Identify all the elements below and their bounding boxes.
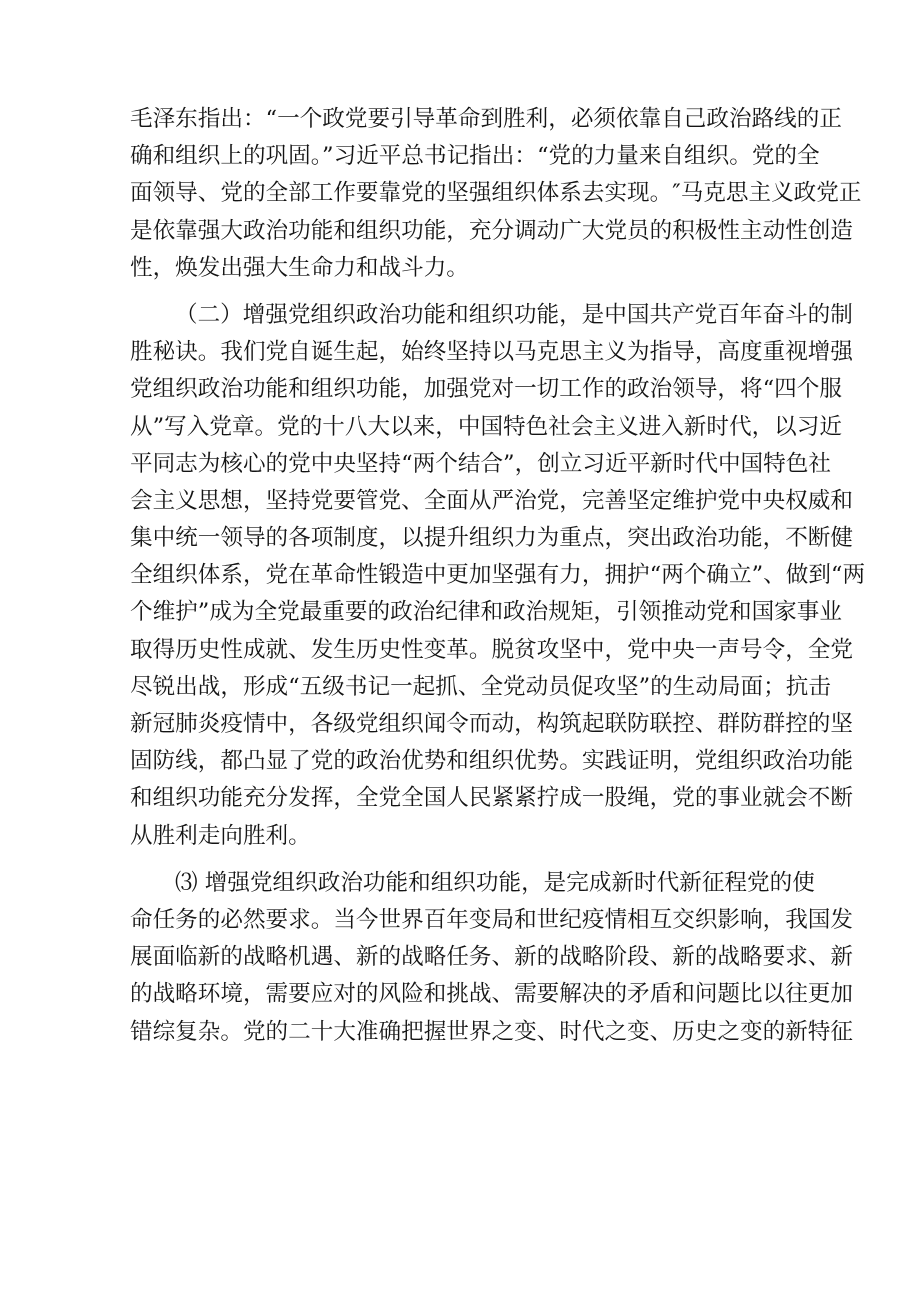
paragraph-gap bbox=[130, 855, 790, 865]
text-line: 全组织体系，党在革命性锻造中更加坚强有力，拥护“两个确立”、做到“两 bbox=[130, 562, 866, 589]
text-line: 平同志为核心的党中央坚持“两个结合”，创立习近平新时代中国特色社 bbox=[130, 450, 831, 477]
paragraph-section-three bbox=[130, 865, 853, 1051]
text-line: 从胜利走向胜利。 bbox=[130, 822, 311, 849]
paragraph-gap bbox=[130, 287, 790, 297]
text-line: 确和组织上的巩固。”习近平总书记指出：“党的力量来自组织。党的全 bbox=[130, 143, 820, 170]
text-line: 集中统一领导的各项制度，以提升组织力为重点，突出政治功能，不断健 bbox=[130, 525, 853, 552]
text-line: 新冠肺炎疫情中，各级党组织闻令而动，构筑起联防联控、群防群控的坚 bbox=[130, 711, 853, 737]
text-line: 面领导、党的全部工作要靠党的坚强组织体系去实现。″马克思主义政党正 bbox=[130, 180, 862, 207]
paragraph-mao-quote bbox=[130, 101, 862, 287]
text-line: 毛泽东指出：“一个政党要引导革命到胜利，必须依靠自己政治路线的正 bbox=[130, 106, 842, 132]
text-line: 性，焕发出强大生命力和战斗力。 bbox=[130, 254, 469, 281]
text-line: 展面临新的战略机遇、新的战略任务、新的战略阶段、新的战略要求、新 bbox=[130, 944, 853, 971]
text-line: （二）增强党组织政治功能和组织功能，是中国共产党百年奋斗的制 bbox=[175, 301, 853, 328]
text-line: ⑶ 增强党组织政治功能和组织功能，是完成新时代新征程党的使 bbox=[175, 869, 815, 896]
text-line: 命任务的必然要求。当今世界百年变局和世纪疫情相互交织影响，我国发 bbox=[130, 906, 853, 933]
text-line: 错综复杂。党的二十大准确把握世界之变、时代之变、历史之变的新特征 bbox=[130, 1018, 853, 1045]
document-body bbox=[130, 101, 866, 1051]
paragraph-section-two bbox=[130, 297, 866, 855]
text-line: 个维护”成为全党最重要的政治纪律和政治规矩，引领推动党和国家事业 bbox=[130, 599, 842, 626]
text-line: 党组织政治功能和组织功能，加强党对一切工作的政治领导，将“四个服 bbox=[130, 376, 842, 403]
text-line: 是依靠强大政治功能和组织功能，充分调动广大党员的积极性主动性创造 bbox=[130, 217, 853, 244]
text-line: 固防线，都凸显了党的政治优势和组织优势。实践证明，党组织政治功能 bbox=[130, 748, 853, 775]
text-line: 会主义思想，坚持党要管党、全面从严治党，完善坚定维护党中央权威和 bbox=[130, 487, 853, 514]
text-line: 从”写入党章。党的十八大以来，中国特色社会主义进入新时代，以习近 bbox=[130, 413, 842, 440]
text-line: 取得历史性成就、发生历史性变革。脱贫攻坚中，党中央一声号令，全党 bbox=[130, 636, 853, 663]
text-line: 和组织功能充分发挥，全党全国人民紧紧拧成一股绳，党的事业就会不断 bbox=[130, 785, 853, 812]
text-line: 尽锐出战，形成“五级书记一起抓、全党动员促攻坚”的生动局面；抗击 bbox=[130, 673, 831, 700]
text-line: 的战略环境，需要应对的风险和挑战、需要解决的矛盾和问题比以往更加 bbox=[130, 981, 853, 1008]
text-line: 胜秘诀。我们党自诞生起，始终坚持以马克思主义为指导，高度重视增强 bbox=[130, 339, 853, 366]
